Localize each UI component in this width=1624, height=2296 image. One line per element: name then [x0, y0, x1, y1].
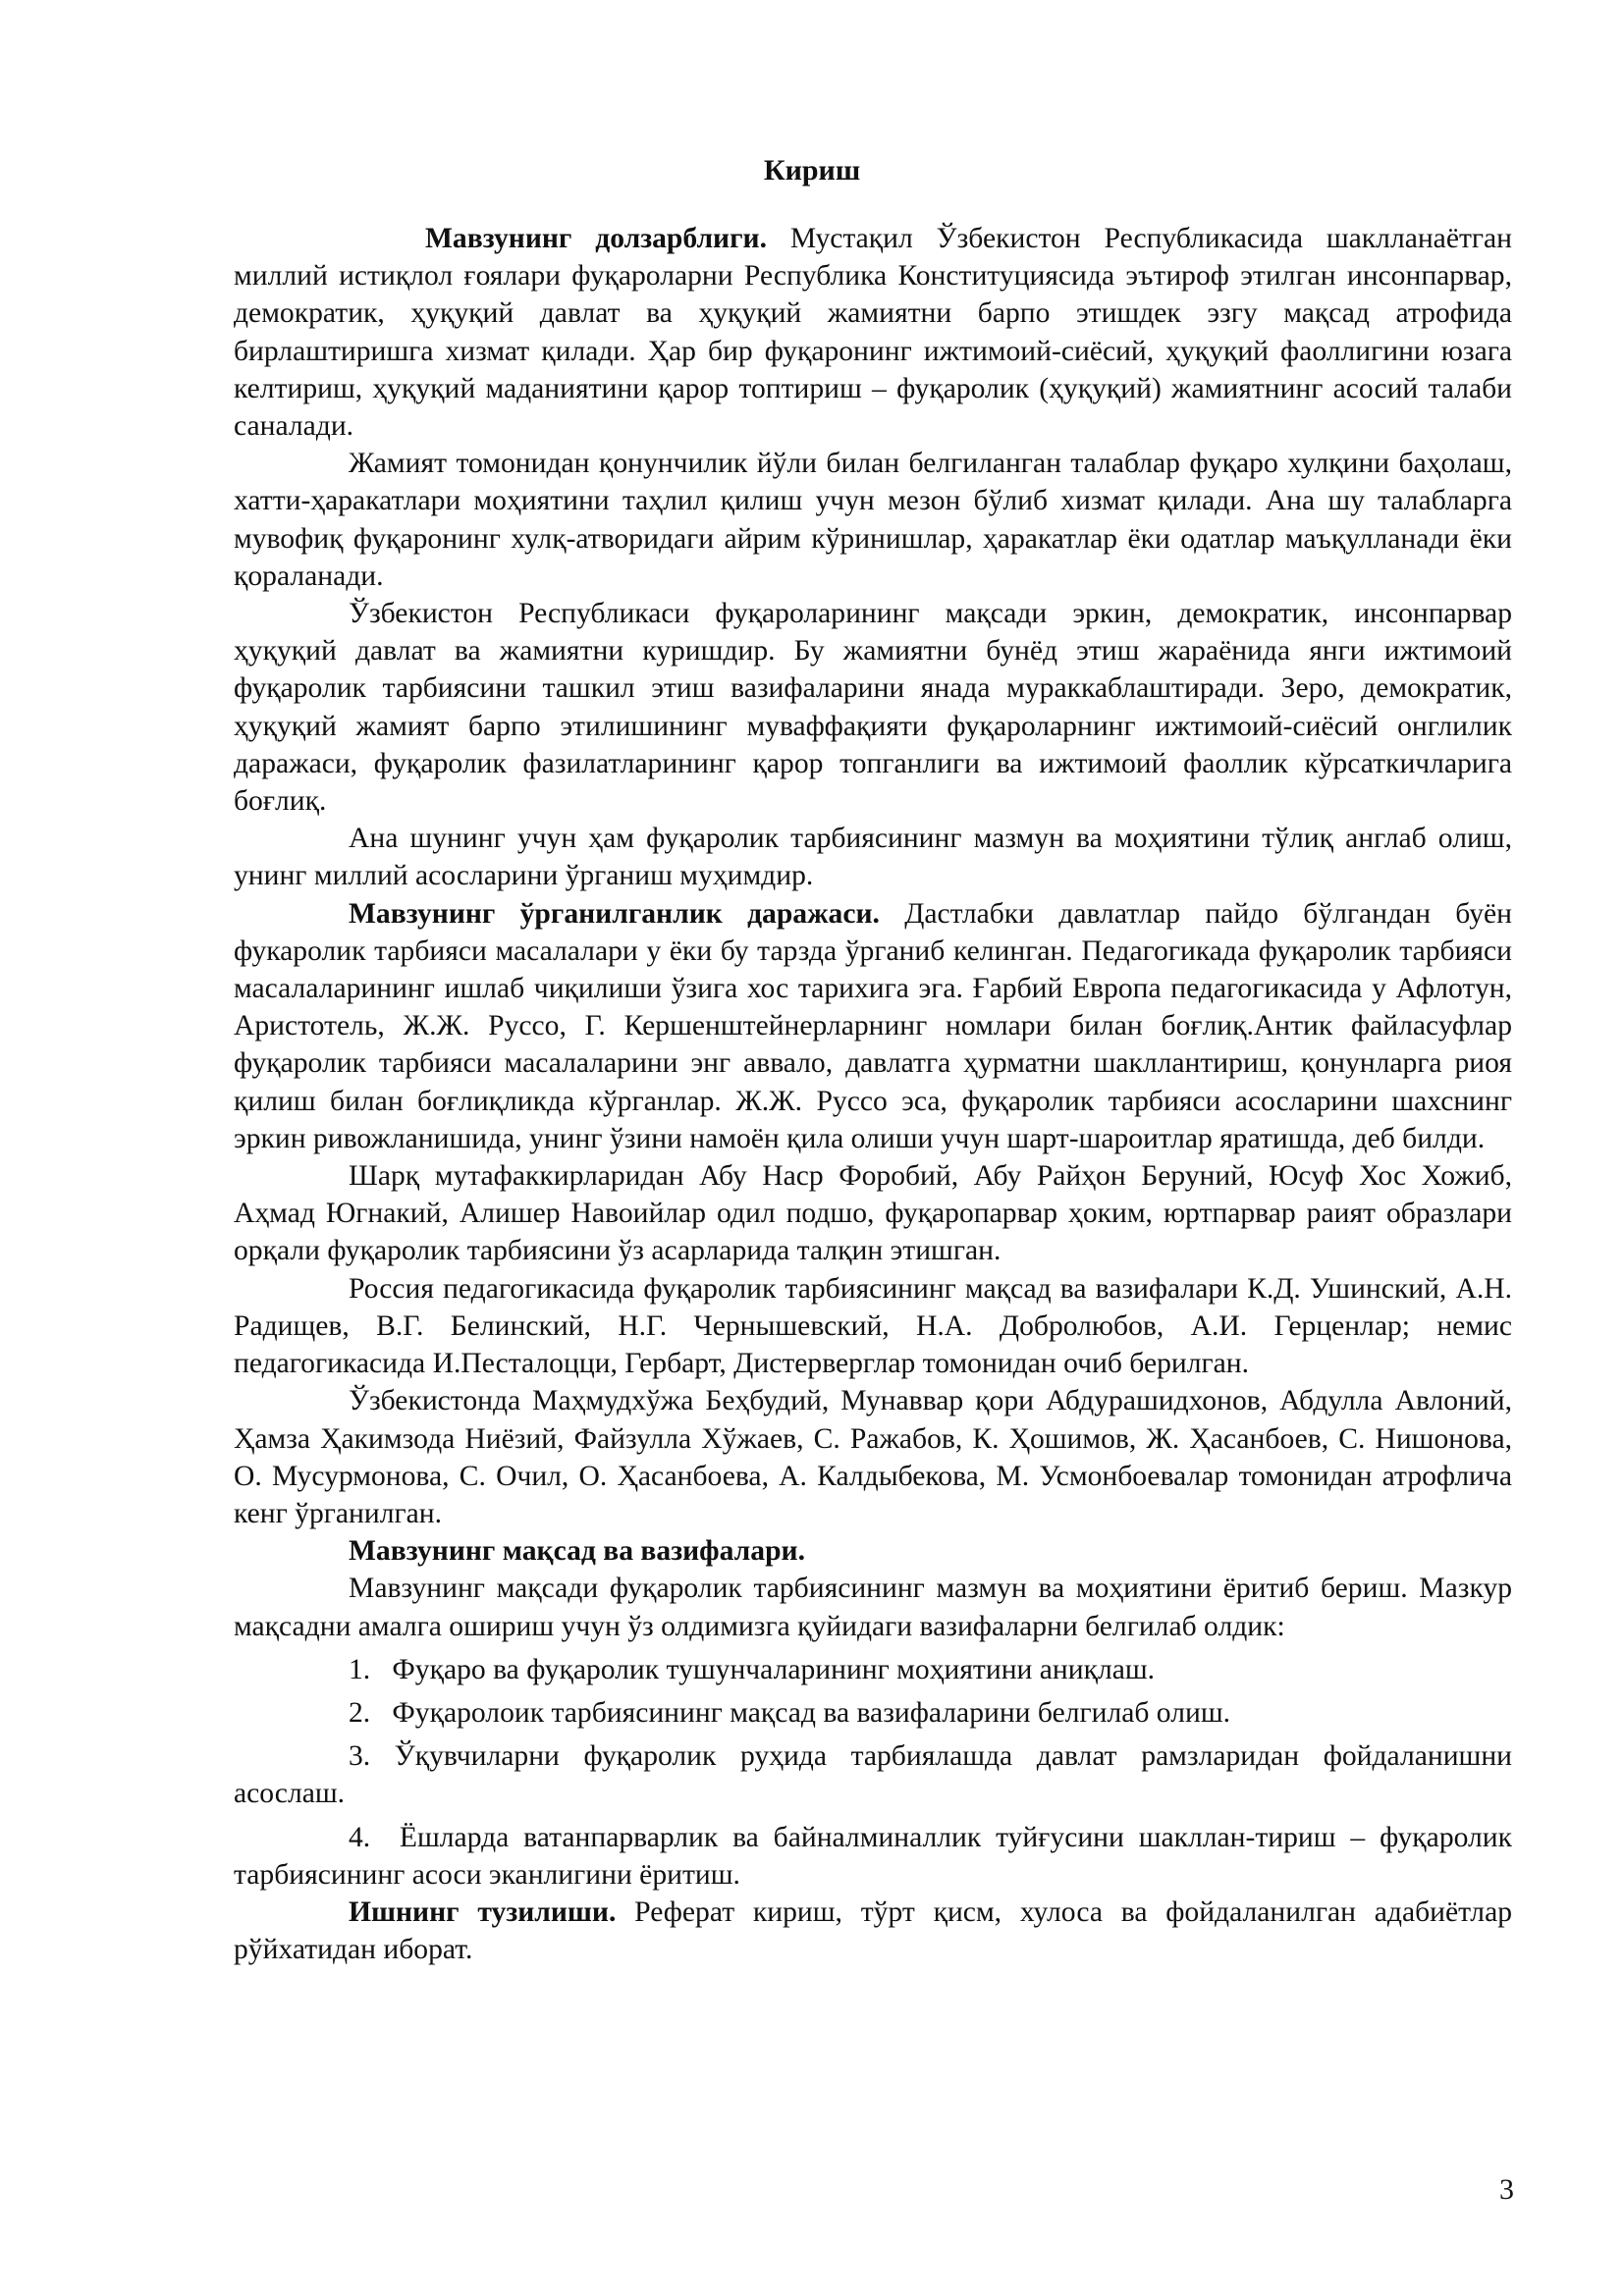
- list-item: [234, 1694, 1512, 1732]
- paragraph: Ана шунинг учун ҳам фуқаролик тарбиясининг мазмун ва моҳиятини тўлиқ англаб олиш, унинг миллий асосларини ўрганиш муҳимдир.: [234, 823, 1512, 892]
- section-heading-relevance: Мавзунинг долзарблиги.: [425, 223, 767, 254]
- list-text: Фуқаро ва фуқаролик тушунчаларининг моҳиятини аниқлаш.: [392, 1653, 1156, 1685]
- paragraph-relevance: [234, 220, 1512, 445]
- section-heading-structure: Ишнинг тузилиши.: [349, 1896, 617, 1928]
- list-item: [234, 1737, 1512, 1812]
- section-heading-study-degree: Мавзунинг ўрганилганлик даражаси.: [349, 897, 880, 930]
- page-title: Кириш: [763, 154, 861, 187]
- paragraph: Ўзбекистонда Маҳмудхўжа Беҳбудий, Мунаввар қори Абдурашидхонов, Абдулла Авлоний, Ҳамза Ҳакимзода Ниёзий, Файзулла Хўжаев, С. Ражабов, К. Ҳошимов, Ж. Ҳасанбоев, С. Нишонова, О. Мусурмонова, С. Очил, О. Ҳасанбоева, А. Калдыбекова, М. Усмонбоевалар томонидан атрофлича кенг ўрганилган.: [234, 1385, 1512, 1529]
- paragraph-structure: [234, 1894, 1512, 1968]
- list-text: Фуқаролоик тарбиясининг мақсад ва вазифаларини белгилаб олиш.: [392, 1696, 1231, 1729]
- paragraph: Россия педагогикасида фуқаролик тарбиясининг мақсад ва вазифалари К.Д. Ушинский, А.Н. Радищев, В.Г. Белинский, Н.Г. Чернышевский, Н.А. Добролюбов, А.И. Герценлар; немис педагогикасида И.Песталоцци, Гербарт, Дистерверглар томонидан очиб берилган.: [234, 1272, 1512, 1380]
- paragraph: Ўзбекистон Республикаси фуқароларининг мақсади эркин, демократик, инсонпарвар ҳуқуқий давлат ва жамиятни куришдир. Бу жамиятни бунёд этиш жараёнида янги ижтимоий фуқаролик тарбиясини ташкил этиш вазифаларини янада мураккаблаштиради. Зеро, демократик, ҳуқуқий жамият барпо этилишининг муваффақияти фуқароларнинг ижтимоий-сиёсий онглилик даражаси, фуқаролик фазилатларининг қарор топганлиги ва ижтимоий фаоллик кўрсаткичларига боғлиқ.: [234, 598, 1512, 818]
- list-number: 4.: [349, 1821, 371, 1853]
- list-text: Ўқувчиларни фуқаролик руҳида тарбиялашда давлат рамзларидан фойдаланишни асослаш.: [234, 1740, 1512, 1810]
- list-text: Ёшларда ватанпарварлик ва байналминаллик туйғусини шакллан-тириш – фуқаролик тарбиясининг асоси эканлигини ёритиш.: [234, 1821, 1512, 1891]
- paragraph: Жамият томонидан қонунчилик йўли билан белгиланган талаблар фуқаро хулқини баҳолаш, хатти-ҳаракатлари моҳиятини таҳлил қилиш учун мезон бўлиб хизмат қилади. Ана шу талабларга мувофиқ фуқаронинг хулқ-атворидаги айрим кўринишлар, ҳаракатлар ёки одатлар маъқулланади ёки қораланади.: [234, 448, 1512, 592]
- section-heading-goals: Мавзунинг мақсад ва вазифалари.: [349, 1535, 805, 1568]
- paragraph-text: Дастлабки давлатлар пайдо бўлгандан буён фукаролик тарбияси масалалари у ёки бу тарзда ўрганиб келинган. Педагогикада фуқаролик тарбияси масалаларининг ишлаб чиқилиши ўзига хос тарихига эга. Ғарбий Европа педагогикасида у Афлотун, Аристотель, Ж.Ж. Руссо, Г. Кершенштейнерларнинг номлари билан боғлиқ.Антик файласуфлар фуқаролик тарбияси масалаларини энг аввало, давлатга ҳурматни шакллантириш, қонунларга риоя қилиш билан боғлиқликда кўрганлар. Ж.Ж. Руссо эса, фуқаролик тарбияси асосларини шахснинг эркин ривожланишида, унинг ўзини намоён қила олиши учун шарт-шароитлар яратишда, деб билди.: [234, 897, 1512, 1154]
- page-number: 3: [1499, 2173, 1514, 2206]
- paragraph-text: Мустақил Ўзбекистон Республикасида шаклланаётган миллий истиқлол ғоялари фуқароларни Республика Конституциясида эътироф этилган инсонпарвар, демократик, ҳуқуқий давлат ва ҳуқуқий жамиятни барпо этишдек эзгу мақсад атрофида бирлаштиришга хизмат қилади. Ҳар бир фуқаронинг ижтимоий-сиёсий, ҳуқуқий фаоллигини юзага келтириш, ҳуқуқий маданиятини қарор топтириш – фуқаролик (ҳуқуқий) жамиятнинг асосий талаби саналади.: [234, 223, 1512, 443]
- list-number: 3.: [349, 1740, 371, 1773]
- list-item: [234, 1819, 1512, 1894]
- paragraph-study-degree: [234, 895, 1512, 1157]
- document-body: [234, 220, 1512, 1968]
- list-number: 2.: [349, 1696, 371, 1729]
- paragraph-text: Реферат кириш, тўрт қисм, хулоса ва фойдаланилган адабиётлар рўйхатидан иборат.: [234, 1896, 1512, 1966]
- list-item: [234, 1651, 1512, 1688]
- list-number: 1.: [349, 1653, 371, 1685]
- paragraph: Мавзунинг мақсади фуқаролик тарбиясининг мазмун ва моҳиятини ёритиб бериш. Мазкур мақсадни амалга ошириш учун ўз олдимизга қуйидаги вазифаларни белгилаб олдик:: [234, 1573, 1512, 1642]
- paragraph-goals-heading: [234, 1532, 1512, 1570]
- paragraph: Шарқ мутафаккирларидан Абу Наср Форобий, Абу Райҳон Беруний, Юсуф Хос Хожиб, Аҳмад Югнакий, Алишер Навоийлар одил подшо, фуқаропарвар ҳоким, юртпарвар раият образлари орқали фуқаролик тарбиясини ўз асарларида талқин этишган.: [234, 1160, 1512, 1267]
